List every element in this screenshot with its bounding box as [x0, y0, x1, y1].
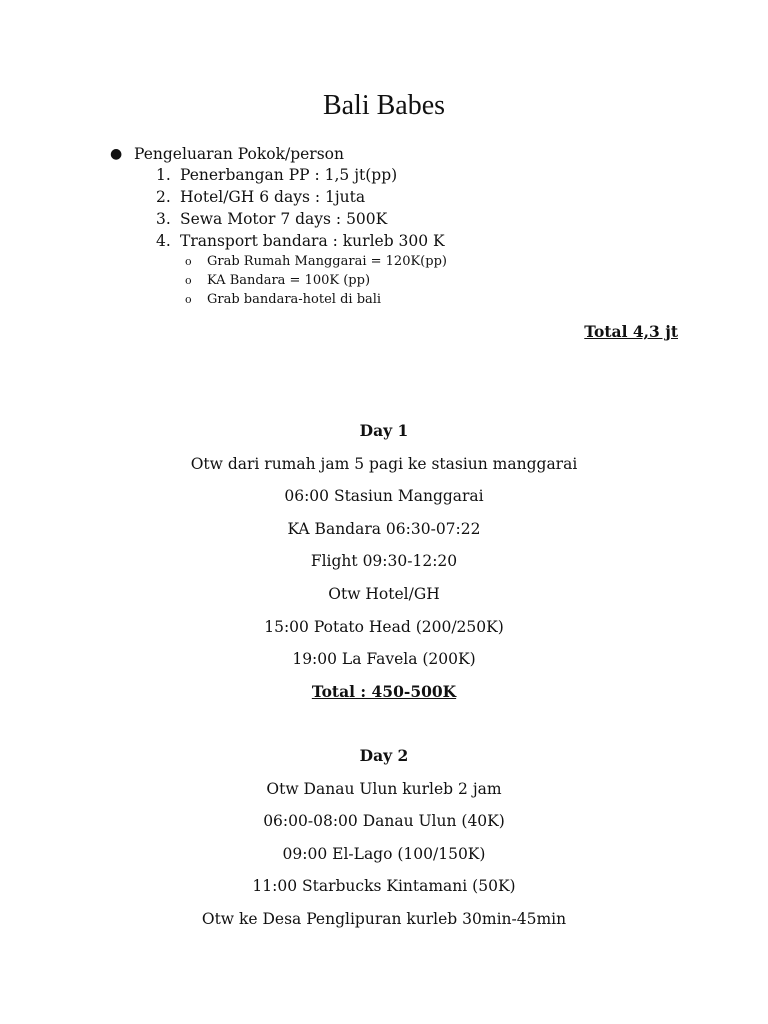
sub-list-item — [185, 271, 447, 290]
itinerary-line: 06:00 Stasiun Manggarai — [284, 487, 484, 506]
day1-total-text: Total : 450-500K — [311, 681, 457, 701]
sub-bullet-marker: o — [185, 255, 192, 268]
sub-bullet-marker: o — [185, 274, 192, 287]
item-text: Hotel/GH 6 days : 1juta — [180, 188, 366, 206]
budget-items — [156, 164, 447, 252]
itinerary-line: Otw ke Desa Penglipuran kurleb 30min-45min — [201, 909, 567, 928]
list-item — [156, 186, 447, 208]
day2-title: Day 2 — [359, 746, 409, 765]
budget-heading-row — [110, 143, 447, 164]
bullet-icon: ● — [110, 145, 123, 162]
sub-item-text: Grab bandara-hotel di bali — [207, 292, 382, 307]
budget-section — [110, 143, 447, 309]
day1-total — [0, 676, 768, 709]
item-text: Sewa Motor 7 days : 500K — [180, 210, 388, 228]
budget-total: Total 4,3 jt — [584, 322, 678, 341]
sub-item-text: Grab Rumah Manggarai = 120K(pp) — [207, 254, 447, 269]
itinerary-line: 11:00 Starbucks Kintamani (50K) — [252, 877, 516, 896]
itinerary-line: Otw dari rumah jam 5 pagi ke stasiun manggarai — [190, 454, 578, 473]
transport-sub-items — [185, 252, 447, 309]
day2-section — [0, 740, 768, 936]
item-number: 2. — [156, 188, 171, 206]
itinerary-line: KA Bandara 06:30-07:22 — [287, 519, 481, 538]
list-item — [156, 230, 447, 252]
budget-heading: Pengeluaran Pokok/person — [134, 144, 344, 163]
itinerary-line: 06:00-08:00 Danau Ulun (40K) — [263, 812, 505, 831]
sub-list-item — [185, 290, 447, 309]
itinerary-line: 15:00 Potato Head (200/250K) — [264, 617, 504, 636]
itinerary-line: 09:00 El-Lago (100/150K) — [282, 844, 486, 863]
sub-item-text: KA Bandara = 100K (pp) — [207, 273, 371, 288]
list-item — [156, 208, 447, 230]
day1-section — [0, 415, 768, 708]
list-item — [156, 164, 447, 186]
day1-title: Day 1 — [359, 421, 409, 440]
sub-list-item — [185, 252, 447, 271]
itinerary-line: 19:00 La Favela (200K) — [292, 650, 476, 669]
item-text: Transport bandara : kurleb 300 K — [180, 232, 445, 250]
itinerary-line: Flight 09:30-12:20 — [310, 552, 458, 571]
itinerary-line: Otw Hotel/GH — [328, 584, 440, 603]
item-number: 3. — [156, 210, 171, 228]
item-number: 1. — [156, 166, 171, 184]
item-text: Penerbangan PP : 1,5 jt(pp) — [180, 166, 398, 184]
item-number: 4. — [156, 232, 171, 250]
document-title: Bali Babes — [322, 90, 446, 121]
itinerary-line: Otw Danau Ulun kurleb 2 jam — [266, 779, 502, 798]
sub-bullet-marker: o — [185, 293, 192, 306]
